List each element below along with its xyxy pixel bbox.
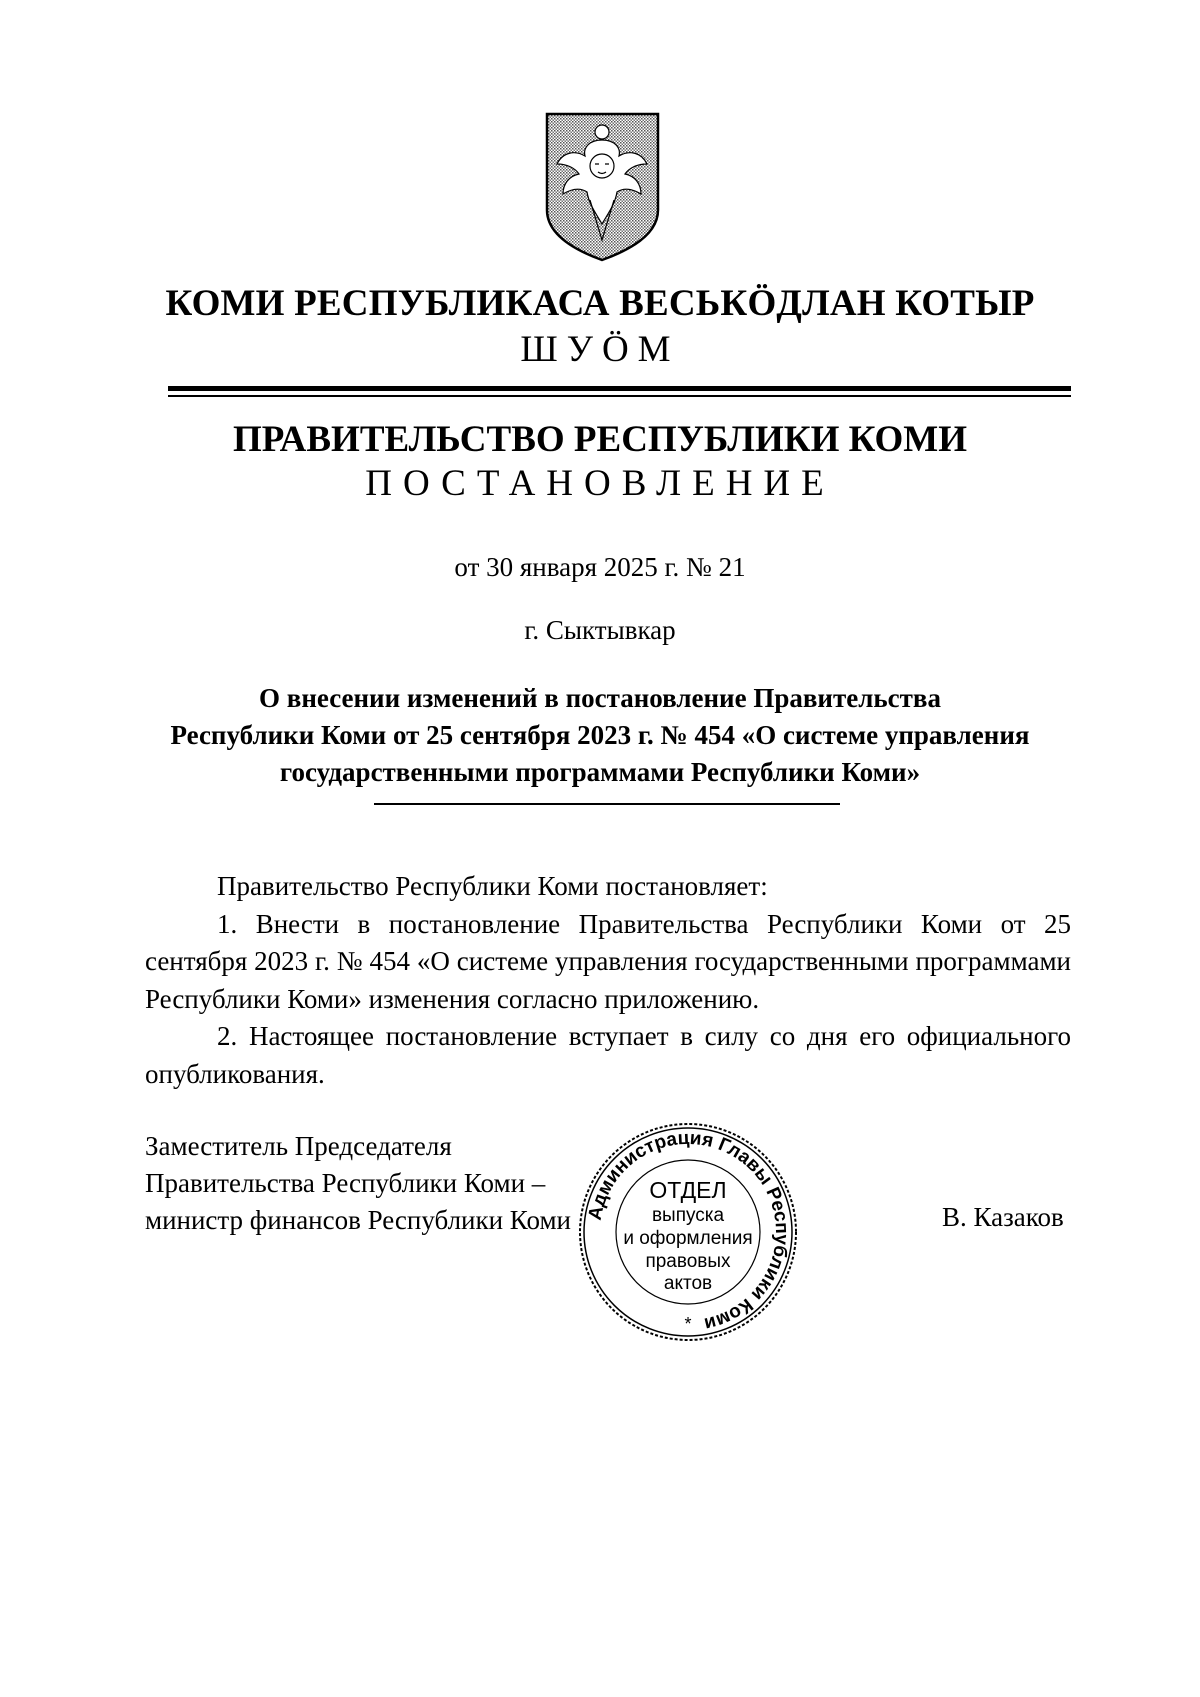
komi-government-title: КОМИ РЕСПУБЛИКАСА ВЕСЬКӦДЛАН КОТЫР (165, 283, 1035, 324)
body-paragraph: Правительство Республики Коми постановляет: (217, 871, 768, 901)
stamp-star: * (684, 1314, 692, 1334)
stamp-line: правовых (645, 1251, 731, 1272)
signatory-name: В. Казаков (942, 1202, 1064, 1232)
komi-doc-type: ШУӦМ (520, 329, 680, 370)
body-paragraph: 1. Внести в постановление Правительства Республики Коми от 25 сентября 2023 г. № 454 «О системе управления государственными программами Республики Коми» изменения согласно приложению. (145, 908, 1071, 1014)
signatory-position-line: Правительства Республики Коми – (145, 1168, 546, 1198)
header-divider-thick (168, 386, 1071, 391)
stamp-line: актов (663, 1273, 713, 1294)
title-line: государственными программами Республики Коми» (279, 757, 921, 787)
doc-type: ПОСТАНОВЛЕНИЕ (365, 463, 835, 504)
document-body (145, 868, 1071, 1093)
stamp-ring-text: Администрация Главы Республики Коми (584, 1127, 793, 1335)
government-title: ПРАВИТЕЛЬСТВО РЕСПУБЛИКИ КОМИ (233, 419, 967, 460)
official-stamp (576, 1120, 800, 1344)
title-line: Республики Коми от 25 сентября 2023 г. № 454 «О системе управления (170, 720, 1030, 750)
stamp-line: и оформления (623, 1228, 753, 1249)
stamp-line: выпуска (651, 1205, 725, 1226)
title-line: О внесении изменений в постановление Правительства (259, 683, 941, 713)
body-paragraph: 2. Настоящее постановление вступает в силу со дня его официального опубликования. (145, 1021, 1071, 1089)
signatory-position-line: Заместитель Председателя (145, 1131, 452, 1161)
title-underline (374, 803, 840, 805)
signatory-position (145, 1128, 571, 1239)
date-and-number: от 30 января 2025 г. № 21 (454, 552, 746, 582)
document-title (140, 680, 1060, 791)
stamp-line: ОТДЕЛ (649, 1177, 727, 1203)
city: г. Сыктывкар (524, 615, 676, 645)
header-divider-thin (168, 395, 1071, 397)
komi-coat-of-arms-icon (545, 112, 660, 262)
signatory-position-line: министр финансов Республики Коми (145, 1205, 571, 1235)
